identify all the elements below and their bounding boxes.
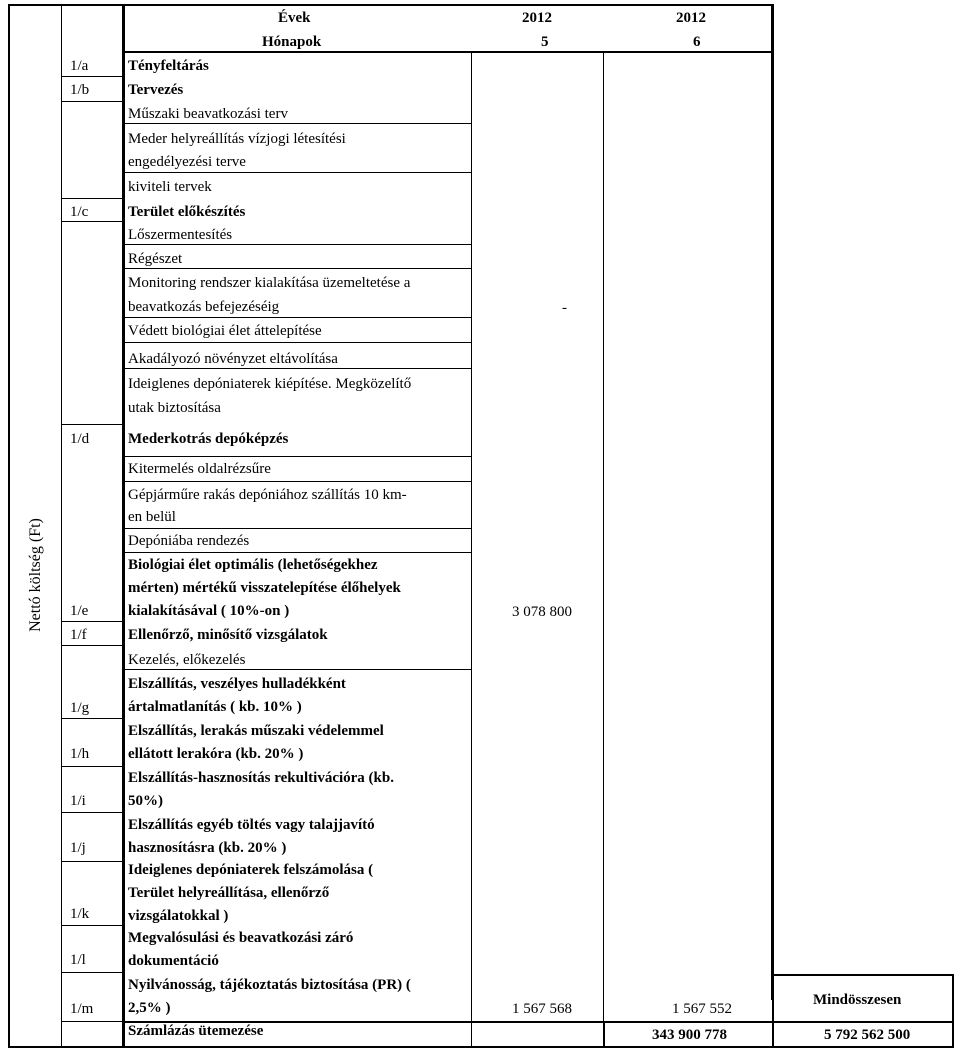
row-code: 1/b (70, 82, 90, 98)
row-label: Műszaki beavatkozási terv (128, 106, 288, 122)
total-box-top (773, 974, 954, 976)
row-code: 1/i (70, 793, 86, 809)
row-code: 1/f (70, 627, 87, 643)
row-code: 1/l (70, 952, 86, 968)
row-code: 1/m (70, 1001, 94, 1017)
code-sep (61, 1021, 123, 1022)
row-label: Régészet (128, 251, 183, 267)
row-label: Terület előkészítés (128, 204, 246, 220)
row-label: Elszállítás, veszélyes hulladékként (128, 676, 346, 692)
desc-sep (125, 172, 471, 173)
row-label: Megvalósulási és beavatkozási záró (128, 930, 354, 946)
row-label: Elszállítás, lerakás műszaki védelemmel (128, 723, 384, 739)
total-box-left (772, 974, 774, 1048)
billing-label: Számlázás ütemezése (128, 1023, 264, 1039)
desc-sep (125, 244, 471, 245)
desc-sep (125, 552, 471, 553)
desc-sep (125, 456, 471, 457)
month-2: 6 (693, 34, 701, 50)
side-label: Nettó költség (Ft) (27, 518, 44, 632)
code-sep (61, 424, 123, 425)
year-1: 2012 (522, 10, 552, 26)
row-label: Depóniába rendezés (128, 533, 250, 549)
row-label: Elszállítás egyéb töltés vagy talajjavító (128, 817, 375, 833)
row-label: Akadályozó növényzet eltávolítása (128, 351, 338, 367)
row-label: Védett biológiai élet áttelepítése (128, 323, 322, 339)
row-label: ellátott lerakóra (kb. 20% ) (128, 746, 304, 762)
row-value: 1 567 552 (672, 1001, 732, 1017)
row-code: 1/h (70, 746, 90, 762)
code-sep (61, 76, 123, 77)
header-bottom (122, 51, 774, 53)
month-1: 5 (541, 34, 549, 50)
desc-sep (125, 368, 471, 369)
frame-left (8, 4, 10, 1048)
row-label: Ideiglenes depóniaterek felszámolása ( (128, 862, 374, 878)
code-sep (61, 221, 123, 222)
row-label: beavatkozás befejezéséig (128, 299, 280, 315)
row-label: Kitermelés oldalrézsűre (128, 461, 271, 477)
col-sep-side (61, 4, 62, 1048)
row-code: 1/j (70, 840, 86, 856)
row-label: Meder helyreállítás vízjogi létesítési (128, 131, 346, 147)
code-sep (61, 972, 123, 973)
year-2: 2012 (676, 10, 706, 26)
row-code: 1/g (70, 700, 90, 716)
row-label: Tényfeltárás (128, 58, 209, 74)
code-sep (61, 812, 123, 813)
code-sep (61, 621, 123, 622)
code-sep (61, 861, 123, 862)
row-label: Lőszermentesítés (128, 227, 233, 243)
code-sep (61, 925, 123, 926)
row-label: Terület helyreállítása, ellenőrző (128, 885, 330, 901)
desc-sep (125, 342, 471, 343)
row-label: ártalmatlanítás ( kb. 10% ) (128, 699, 302, 715)
row-label: hasznosításra (kb. 20% ) (128, 840, 287, 856)
row-label: Tervezés (128, 82, 184, 98)
row-label: engedélyezési terve (128, 154, 246, 170)
desc-sep (125, 268, 471, 269)
row-code: 1/c (70, 204, 89, 220)
row-label: mérten) mértékű visszatelepítése élőhelyek (128, 580, 401, 596)
row-label: Nyilvánosság, tájékoztatás biztosítása (PR) ( (128, 977, 411, 993)
row-label: Ellenőrző, minősítő vizsgálatok (128, 627, 328, 643)
billing-value: 343 900 778 (652, 1027, 727, 1043)
row-label: en belül (128, 509, 176, 525)
desc-sep (125, 317, 471, 318)
row-code: 1/d (70, 431, 90, 447)
row-value: 3 078 800 (512, 604, 572, 620)
row-label: 50%) (128, 793, 163, 809)
row-value: - (562, 300, 567, 316)
col-sep-code (122, 4, 125, 1048)
row-label: dokumentáció (128, 953, 219, 969)
row-label: utak biztosítása (128, 400, 221, 416)
row-label: 2,5% ) (128, 1000, 171, 1016)
billing-sep2 (471, 1021, 472, 1048)
code-sep (61, 645, 123, 646)
total-label: Mindösszesen (813, 992, 902, 1008)
row-label: Biológiai élet optimális (lehetőségekhez (128, 557, 378, 573)
row-label: Kezelés, előkezelés (128, 652, 246, 668)
desc-sep (125, 123, 471, 124)
years-label: Évek (278, 10, 311, 26)
row-code: 1/e (70, 603, 89, 619)
col-sep-right (771, 4, 774, 1000)
col-sep-m5 (603, 52, 604, 1048)
row-label: Ideiglenes depóniaterek kiépítése. Megközelítő (128, 376, 412, 392)
code-sep (61, 101, 123, 102)
row-code: 1/k (70, 906, 90, 922)
total-box-right (952, 974, 954, 1048)
row-label: Monitoring rendszer kialakítása üzemeltetése a (128, 275, 411, 291)
row-label: Mederkotrás depóképzés (128, 431, 289, 447)
row-label: Elszállítás-hasznosítás rekultivációra (kb. (128, 770, 394, 786)
grand-total: 5 792 562 500 (824, 1027, 911, 1043)
frame-bottom (8, 1046, 954, 1048)
code-sep (61, 766, 123, 767)
billing-sep (603, 1021, 605, 1048)
row-value: 1 567 568 (512, 1001, 572, 1017)
code-sep (61, 198, 123, 199)
desc-sep (125, 669, 471, 670)
row-label: vizsgálatokkal ) (128, 908, 229, 924)
months-label: Hónapok (262, 34, 322, 50)
col-sep-desc (471, 52, 472, 1048)
row-label: kiviteli tervek (128, 179, 212, 195)
code-sep (61, 718, 123, 719)
row-code: 1/a (70, 58, 89, 74)
row-label: kialakításával ( 10%-on ) (128, 603, 290, 619)
desc-sep (125, 528, 471, 529)
row-label: Gépjárműre rakás depóniához szállítás 10 km- (128, 487, 407, 503)
desc-sep (125, 481, 471, 482)
